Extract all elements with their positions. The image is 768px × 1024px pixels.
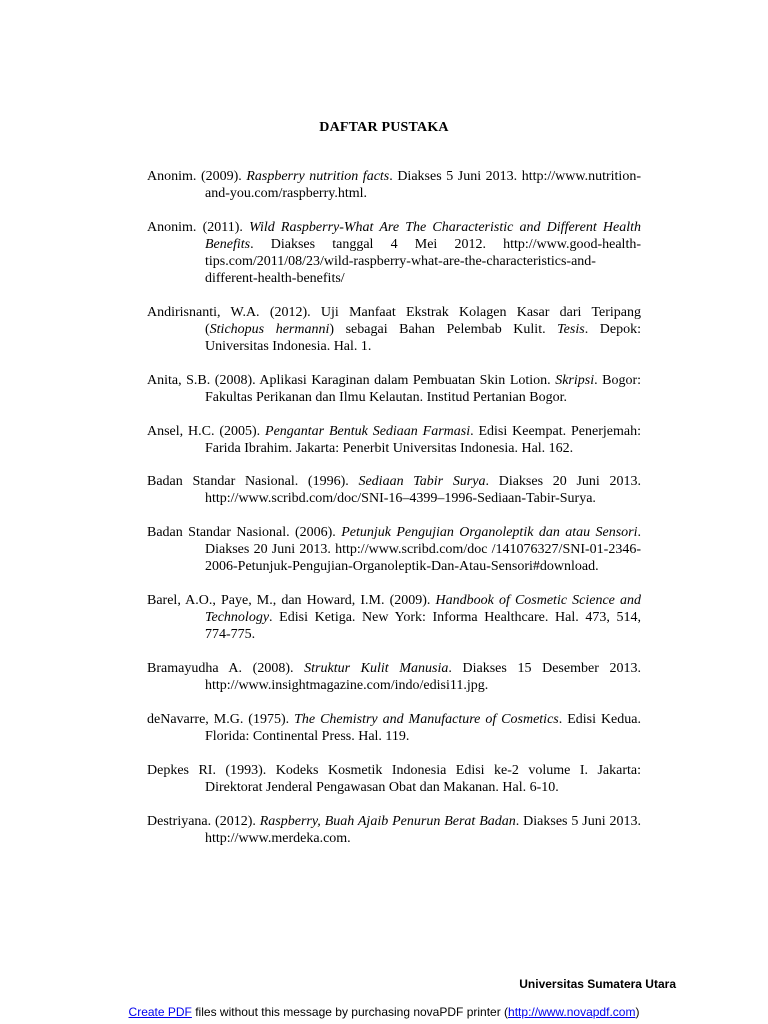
pdf-note-end: ) bbox=[635, 1005, 640, 1019]
create-pdf-link[interactable]: Create PDF bbox=[128, 1005, 192, 1019]
pdf-note-text: files without this message by purchasing novaPDF printer ( bbox=[191, 1005, 509, 1019]
university-footer: Universitas Sumatera Utara bbox=[519, 977, 676, 991]
reference-entry: Depkes RI. (1993). Kodeks Kosmetik Indonesia Edisi ke-2 volume I. Jakarta: Direktorat Jenderal Pengawasan Obat dan Makanan. Hal. 6-10. bbox=[147, 762, 641, 795]
reference-entry: Bramayudha A. (2008). Struktur Kulit Manusia. Diakses 15 Desember 2013. http://www.insightmagazine.com/indo/edisi11.jpg. bbox=[147, 661, 642, 694]
reference-entry: Anonim. (2011). Wild Raspberry-What Are The Characteristic and Different Health Benefits. Diakses tanggal 4 Mei 2012. http://www.good-health-tips.com/2011/08/23/wild-raspberry-what-are-the-characteristics-and-different-health-benefits/ bbox=[147, 219, 641, 286]
reference-entry: Anonim. (2009). Raspberry nutrition facts. Diakses 5 Juni 2013. http://www.nutrition-and-you.com/raspberry.html. bbox=[147, 169, 641, 201]
reference-entry: deNavarre, M.G. (1975). The Chemistry and Manufacture of Cosmetics. Edisi Kedua. Florida: Continental Press. Hal. 119. bbox=[147, 712, 641, 745]
reference-list bbox=[147, 168, 641, 864]
reference-entry: Badan Standar Nasional. (2006). Petunjuk Pengujian Organoleptik dan atau Sensori. Diakses 20 Juni 2013. http://www.scribd.com/doc /141076327/SNI-01-2346-2006-Petunjuk-Pengujian-Organoleptik-Dan-Atau-Sensori#download. bbox=[147, 525, 641, 575]
reference-entry: Andirisnanti, W.A. (2012). Uji Manfaat Ekstrak Kolagen Kasar dari Teripang (Stichopus hermanni) sebagai Bahan Pelembab Kulit. Tesis. Depok: Universitas Indonesia. Hal. 1. bbox=[147, 304, 641, 354]
novapdf-link[interactable]: http://www.novapdf.com bbox=[508, 1005, 636, 1019]
reference-entry: Ansel, H.C. (2005). Pengantar Bentuk Sediaan Farmasi. Edisi Keempat. Penerjemah: Farida Ibrahim. Jakarta: Penerbit Universitas Indonesia. Hal. 162. bbox=[147, 423, 641, 456]
reference-entry: Destriyana. (2012). Raspberry, Buah Ajaib Penurun Berat Badan. Diakses 5 Juni 2013. http://www.merdeka.com. bbox=[147, 813, 641, 846]
pdf-watermark-note bbox=[0, 1005, 768, 1019]
reference-entry: Anita, S.B. (2008). Aplikasi Karaginan dalam Pembuatan Skin Lotion. Skripsi. Bogor: Fakultas Perikanan dan Ilmu Kelautan. Institud Pertanian Bogor. bbox=[147, 372, 641, 405]
reference-entry: Barel, A.O., Paye, M., dan Howard, I.M. (2009). Handbook of Cosmetic Science and Technology. Edisi Ketiga. New York: Informa Healthcare. Hal. 473, 514, 774-775. bbox=[147, 593, 641, 643]
reference-entry: Badan Standar Nasional. (1996). Sediaan Tabir Surya. Diakses 20 Juni 2013. http://www.scribd.com/doc/SNI-16–4399–1996-Sediaan-Tabir-Surya. bbox=[147, 474, 641, 507]
page-title: DAFTAR PUSTAKA bbox=[319, 120, 449, 135]
